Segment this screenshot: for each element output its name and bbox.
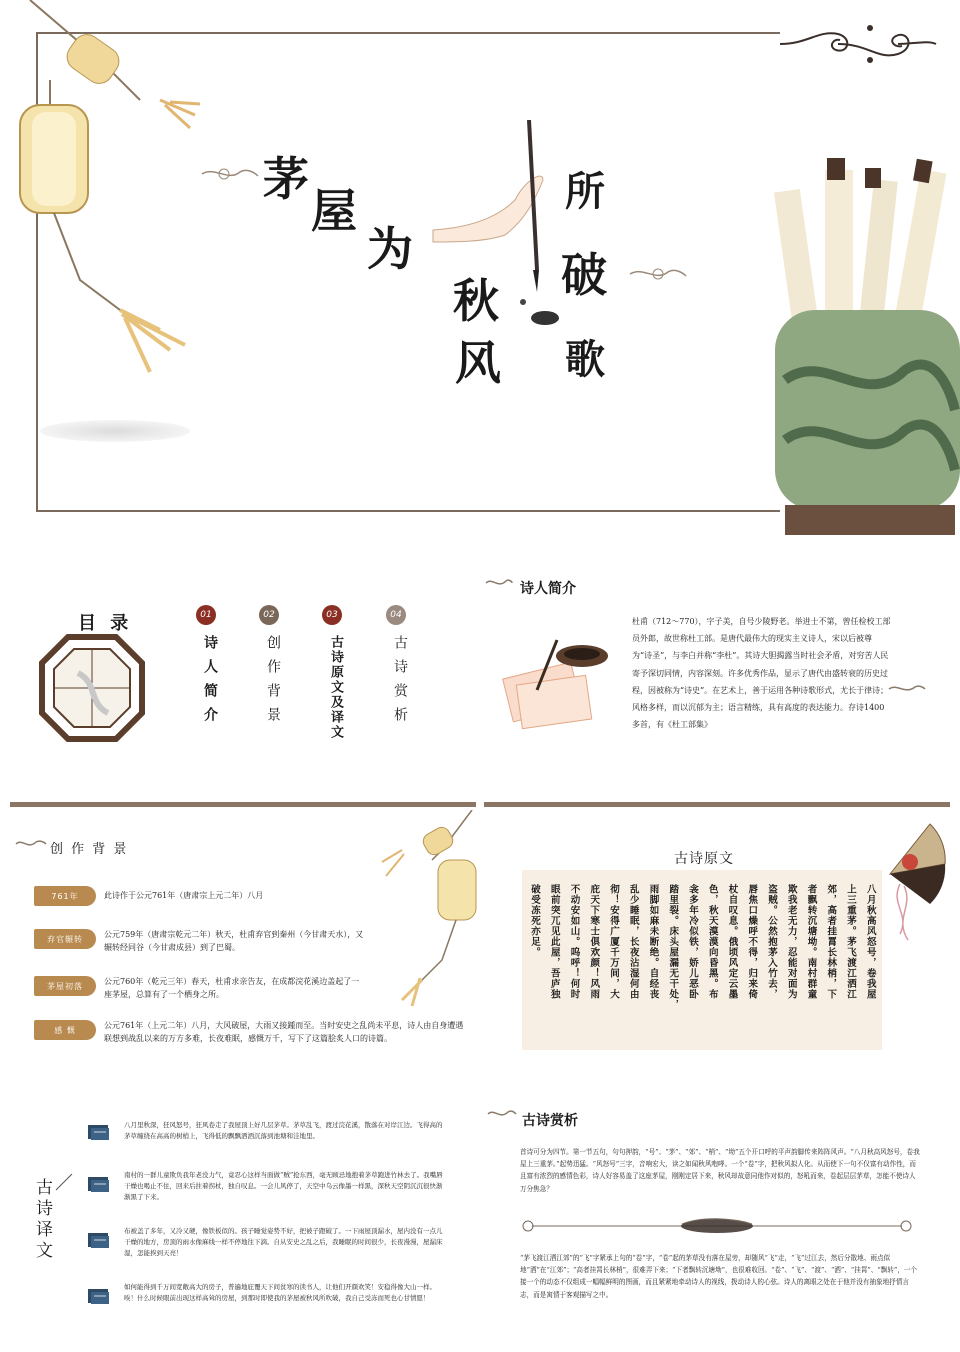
ink-divider-icon xyxy=(512,1214,922,1238)
poem-column: 盗贼。公然抱茅入竹去， xyxy=(766,884,777,1000)
book-icon xyxy=(86,1230,112,1250)
cloud-ornament-icon xyxy=(486,1106,518,1122)
poem-column: 踏里裂。床头屋漏无干处， xyxy=(667,884,679,1010)
toc-item-label: 诗人简介 xyxy=(202,635,218,731)
scroll-ornament-icon xyxy=(778,20,938,68)
title-char: 风 xyxy=(455,336,501,390)
title-char: 破 xyxy=(561,248,607,302)
brush-hand-illustration-icon xyxy=(425,120,575,340)
background-row xyxy=(34,976,434,999)
lantern-shadow xyxy=(40,420,190,442)
toc-item-label: 古诗赏析 xyxy=(392,635,408,731)
translation-paragraph: 布被盖了多年，又冷又硬，像铁板似的。孩子睡觉姿势不好，把被子蹬破了。一下雨屋顶漏水，屋内没有一点儿干燥的地方，房顶的雨水像麻线一样不停地往下滴。自从安史之乱之后，我睡眠的时间很少，长夜漫漫，屋漏床湿，怎能挨到天亮！ xyxy=(124,1227,443,1258)
background-row-text: 公元760年（乾元三年）春天，杜甫求亲告友，在成都浣花溪边盖起了一座茅屋，总算有了一个栖身之所。 xyxy=(104,977,360,999)
cloud-ornament-icon xyxy=(14,836,48,852)
background-row-text: 此诗作于公元761年（唐肃宗上元二年）八月 xyxy=(104,891,264,900)
cover-slide xyxy=(0,0,960,540)
scroll-pot-illustration-icon xyxy=(765,150,960,540)
original-poem-columns xyxy=(527,884,877,1044)
translation-paragraph: 南村的一群儿童欺负我年老没力气，竟忍心这样当面做“贼”抢东西，毫无顾忌地抱着茅草跑进竹林去了。我嘴唇干燥也喝止不住，回来后拄着拐杖，独自叹息。一会儿风停了，天空中乌云像墨一样黑，深秋天空阴沉沉很快渐渐黑了下来。 xyxy=(124,1171,443,1202)
poem-column: 唇焦口燥呼不得，归来倚 xyxy=(746,884,758,1000)
background-row-text: 公元759年（唐肃宗乾元二年）秋天，杜甫弃官到秦州（今甘肃天水），又辗转经同谷（今甘肃成县）到了巴蜀。 xyxy=(104,930,364,952)
book-icon xyxy=(86,1174,112,1194)
poem-column: 欺我老无力，忍能对面为 xyxy=(785,884,797,1000)
translation-paragraph: 如何能得到千万间宽敞高大的房子，普遍地庇覆天下间贫寒的读书人，让他们开颜欢笑！安稳得像大山一样。唉！什么时候眼前出现这样高耸的房屋，到那时即使我的茅屋被秋风所吹破，我自己受冻而死也心甘情愿！ xyxy=(124,1283,436,1303)
appreciation-heading: 古诗赏析 xyxy=(522,1113,578,1129)
poem-column: 色，秋天漠漠向昏黑。布 xyxy=(706,884,718,1000)
background-tag: 茅屋初落 xyxy=(34,976,96,996)
original-slide xyxy=(482,808,960,1078)
book-icon xyxy=(86,1122,112,1142)
background-row xyxy=(34,929,434,952)
poem-column: 乱少睡眠，长夜沾湿何由 xyxy=(627,884,639,1000)
translation-heading: 古诗译文 xyxy=(32,1178,52,1262)
section-divider xyxy=(10,802,476,807)
title-char: 秋 xyxy=(453,274,499,328)
bio-slide xyxy=(482,545,960,800)
octagon-window-icon xyxy=(38,633,146,743)
background-tag: 761年 xyxy=(34,886,96,906)
section-divider xyxy=(484,802,950,807)
title-char: 歌 xyxy=(565,336,605,383)
cloud-ornament-icon xyxy=(628,262,688,286)
poem-column: 雨脚如麻未断绝。自经丧 xyxy=(647,884,659,1000)
poem-column: 上三重茅。茅飞渡江洒江 xyxy=(845,884,856,1000)
background-row-text: 公元761年（上元二年）八月，大风破屋，大雨又接踵而至。当时安史之乱尚未平息，诗人由自身遭遇联想到战乱以来的万方多难，长夜难眠，感慨万千，写下了这篇脍炙人口的诗篇。 xyxy=(104,1021,464,1043)
title-char: 所 xyxy=(565,168,605,215)
title-char: 屋 xyxy=(311,184,357,238)
poem-column: 八月秋高风怒号，卷我屋 xyxy=(864,884,876,1000)
toc-item-label: 古诗原文及译文 xyxy=(328,635,343,740)
lantern-illustration-icon xyxy=(10,0,210,400)
poem-column: 杖自叹息。俄顷风定云墨 xyxy=(726,884,738,1000)
poem-column: 衾多年冷似铁，娇儿恶卧 xyxy=(687,884,698,1000)
toc-num-badge: 03 xyxy=(322,605,342,625)
poem-column: 郊，高者挂罥长林梢，下 xyxy=(825,884,837,1000)
appreciation-paragraph: 首诗可分为四节。第一节五句，句句押韵，“号”、“茅”、“郊”、“梢”、“坳”五个开口呼的平声韵脚传来阵阵风声。“八月秋高风怒号，卷我屋上三重茅。”起势迅猛。“风怒号”三字，音响宏大，读之如闻秋风咆哮。一个“卷”字，把秋风拟人化。从而使下一句不仅富有动作性，而且富有浓烈的感情色彩，诗人好容易盖了这座茅屋，刚刚定居下来，秋风却故意同他作对似的，怒吼而来，卷起层层茅草，怎能不使诗人万分焦急？ xyxy=(520,1148,920,1193)
appreciation-slide xyxy=(482,1090,960,1352)
toc-item-02[interactable] xyxy=(259,605,285,800)
cloud-ornament-icon xyxy=(200,162,260,186)
toc-slide xyxy=(0,545,478,800)
bio-heading: 诗人简介 xyxy=(520,581,576,597)
background-row xyxy=(34,886,434,906)
bio-text: 杜甫（712～770），字子美，自号少陵野老。举进士不第，曾任检校工部员外郎，故世称杜工部。是唐代最伟大的现实主义诗人，宋以后被尊为“诗圣”，与李白并称“李杜”。其诗大胆揭露当时社会矛盾，对穷苦人民寄予深切同情，内容深刻。许多优秀作品，显示了唐代由盛转衰的历史过程，因被称为“诗史”。在艺术上，善于运用各种诗歌形式，尤长于律诗；风格多样，而以沉郁为主；语言精练，具有高度的表达能力。存诗1400多首，有《杜工部集》 xyxy=(632,617,891,730)
poem-column: 破受冻死亦足。 xyxy=(529,884,540,958)
background-tag: 弃官辗转 xyxy=(34,929,96,949)
background-tag: 感 慨 xyxy=(34,1020,96,1040)
toc-item-03[interactable] xyxy=(322,605,348,800)
toc-num-badge: 04 xyxy=(386,605,406,625)
toc-item-01[interactable] xyxy=(196,605,222,800)
poem-column: 眼前突兀见此屋，吾庐独 xyxy=(548,884,560,1000)
cloud-ornament-icon xyxy=(887,681,927,697)
toc-item-04[interactable] xyxy=(386,605,412,800)
title-char: 为 xyxy=(367,222,413,276)
title-char: 茅 xyxy=(263,152,309,206)
translation-paragraph: 八月里秋深，狂风怒号，狂风卷走了我屋顶上好几层茅草。茅草乱飞，渡过浣花溪，散落在对岸江边。飞得高的茅草缠绕在高高的树梢上，飞得低的飘飘洒洒沉落到池塘和洼地里。 xyxy=(124,1121,443,1141)
book-icon xyxy=(86,1286,112,1306)
background-heading: 创 作 背 景 xyxy=(50,842,129,857)
poem-column: 不动安如山。呜呼！何时 xyxy=(568,884,580,1000)
poem-column: 彻！安得广厦千万间，大 xyxy=(608,884,619,1000)
background-row xyxy=(34,1020,464,1043)
poem-column: 者飘转沉塘坳。南村群童 xyxy=(805,884,817,1000)
poem-column: 庇天下寒士俱欢颜！风雨 xyxy=(588,884,600,1000)
frame-bottom-line xyxy=(36,510,780,512)
appreciation-paragraph: “茅飞渡江洒江郊”的“飞”字紧承上句的“卷”字，“卷”起的茅草没有落在屋旁，却随风“飞”走，“飞”过江去，然后分散地、雨点似地“洒”在“江郊”；“高者挂罥长林梢”，很难弄下来；“下者飘转沉塘坳”，也很难收回。“卷”、“飞”、“渡”、“洒”、“挂罥”、“飘转”，一个接一个的动态不仅组成一幅幅鲜明的图画，而且紧紧地牵动诗人的视线，拨动诗人的心弦。诗人的离眼之处在于他并没有抽象地抒情言志，而是寓情于客观描写之中。 xyxy=(520,1254,918,1299)
toc-heading: 目 录 xyxy=(78,613,133,634)
background-slide xyxy=(0,808,478,1078)
slash-line-icon xyxy=(54,1172,74,1192)
toc-num-badge: 02 xyxy=(259,605,279,625)
original-heading: 古诗原文 xyxy=(674,851,734,867)
inkstone-paper-illustration-icon xyxy=(497,630,617,740)
toc-num-badge: 01 xyxy=(196,605,216,625)
cloud-ornament-icon xyxy=(484,575,514,591)
toc-item-label: 创作背景 xyxy=(265,635,281,731)
fan-illustration-icon xyxy=(870,814,950,944)
translation-slide xyxy=(0,1090,478,1352)
